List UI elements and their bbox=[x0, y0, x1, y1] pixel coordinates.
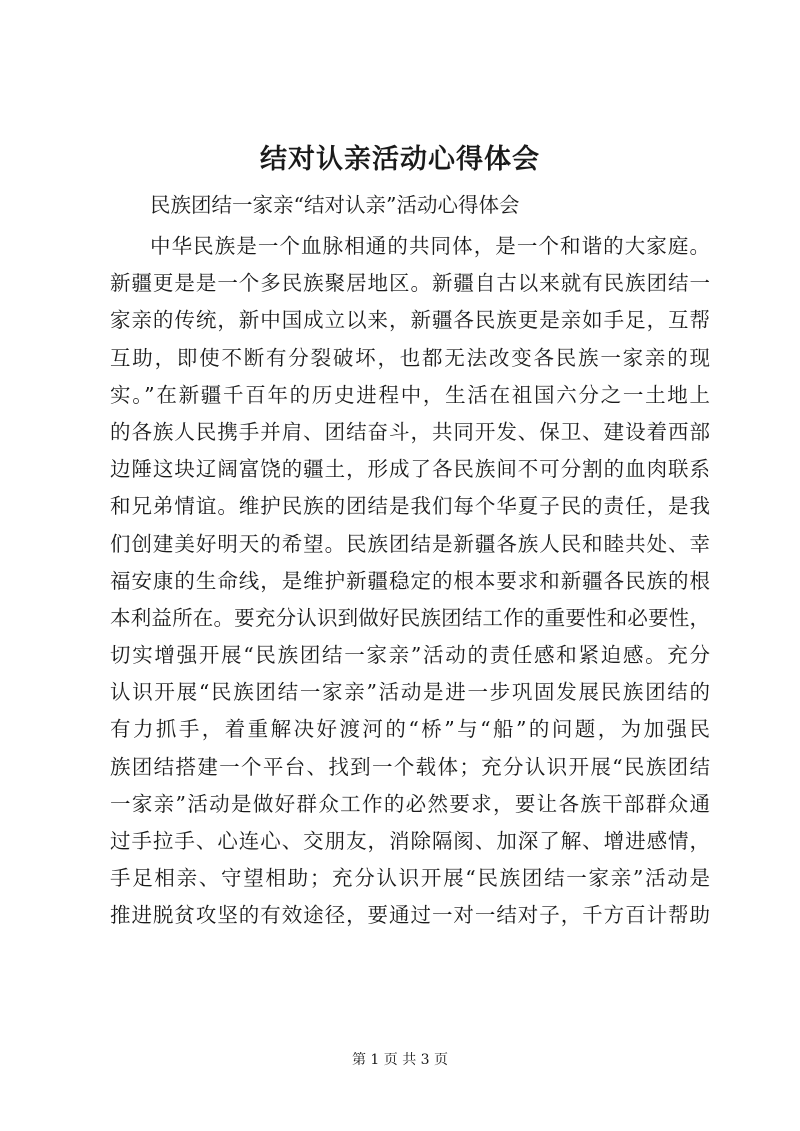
document-body bbox=[110, 228, 710, 935]
body-line: 有力抓手，着重解决好渡河的“桥”与“船”的问题，为加强民 bbox=[110, 717, 710, 742]
body-line: 新疆更是是一个多民族聚居地区。新疆自古以来就有民族团结一 bbox=[110, 271, 710, 296]
body-line: 和兄弟情谊。维护民族的团结是我们每个华夏子民的责任，是我 bbox=[110, 494, 710, 519]
body-line: 福安康的生命线，是维护新疆稳定的根本要求和新疆各民族的根 bbox=[110, 568, 710, 593]
body-line: 手足相亲、守望相助；充分认识开展“民族团结一家亲”活动是 bbox=[110, 866, 710, 891]
body-line: 一家亲”活动是做好群众工作的必然要求，要让各族干部群众通 bbox=[110, 791, 710, 816]
document-subtitle: 民族团结一家亲“结对认亲”活动心得体会 bbox=[150, 193, 520, 217]
body-line: 族团结搭建一个平台、找到一个载体；充分认识开展“民族团结 bbox=[110, 754, 710, 779]
body-line: 边陲这块辽阔富饶的疆土，形成了各民族间不可分割的血肉联系 bbox=[110, 457, 710, 482]
body-line: 实。”在新疆千百年的历史进程中，生活在祖国六分之一土地上 bbox=[110, 382, 710, 407]
body-line: 过手拉手、心连心、交朋友，消除隔阂、加深了解、增进感情， bbox=[110, 829, 710, 853]
body-line: 推进脱贫攻坚的有效途径，要通过一对一结对子，千方百计帮助 bbox=[110, 903, 710, 928]
body-line: 中华民族是一个血脉相通的共同体，是一个和谐的大家庭。 bbox=[150, 234, 710, 258]
body-line: 认识开展“民族团结一家亲”活动是进一步巩固发展民族团结的 bbox=[110, 680, 710, 705]
body-line: 切实增强开展“民族团结一家亲”活动的责任感和紧迫感。充分 bbox=[110, 643, 710, 668]
body-line: 家亲的传统，新中国成立以来，新疆各民族更是亲如手足，互帮 bbox=[110, 308, 710, 333]
body-line: 互助，即使不断有分裂破坏，也都无法改变各民族一家亲的现 bbox=[110, 345, 710, 370]
body-line: 本利益所在。要充分认识到做好民族团结工作的重要性和必要性， bbox=[110, 605, 710, 630]
body-line: 的各族人民携手并肩、团结奋斗，共同开发、保卫、建设着西部 bbox=[110, 419, 710, 444]
page-footer: 第 1 页 共 3 页 bbox=[351, 1052, 449, 1068]
body-line: 们创建美好明天的希望。民族团结是新疆各族人民和睦共处、幸 bbox=[110, 531, 710, 556]
document-title: 结对认亲活动心得体会 bbox=[260, 144, 540, 175]
